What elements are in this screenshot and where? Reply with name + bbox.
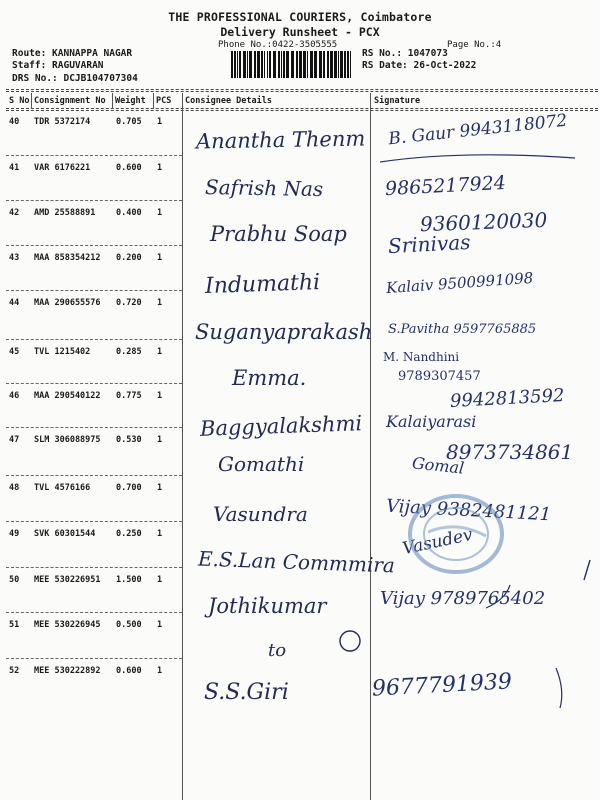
handwritten-signature: 8973734861 [446, 440, 574, 464]
row-consignment: MAA 290655576 [34, 298, 101, 308]
handwritten-name: to [268, 640, 287, 661]
row-pcs: 1 [157, 575, 163, 585]
row-sno: 41 [9, 163, 20, 173]
handwritten-name: Anantha Thenm [195, 126, 366, 154]
row-pcs: 1 [157, 208, 163, 218]
ink-stroke [584, 560, 590, 580]
circle-mark [340, 631, 360, 651]
rs-date: RS Date: 26-Oct-2022 [362, 60, 477, 71]
row-consignment: SLM 306088975 [34, 435, 101, 445]
handwritten-name: Suganyaprakash [195, 320, 373, 344]
row-sno: 44 [9, 298, 20, 308]
company-title: THE PROFESSIONAL COURIERS, Coimbatore [168, 10, 432, 24]
column-consignee: Consignee Details [185, 96, 272, 106]
phone-number: Phone No.:0422-3505555 [218, 40, 338, 50]
handwritten-name: S.S.Giri [204, 680, 289, 705]
row-pcs: 1 [157, 253, 163, 263]
row-sno: 40 [9, 117, 20, 127]
handwritten-name: E.S.Lan Commmira [197, 546, 396, 578]
row-weight: 0.250 [116, 529, 142, 539]
row-pcs: 1 [157, 347, 163, 357]
row-pcs: 1 [157, 435, 163, 445]
row-consignment: TDR 5372174 [34, 117, 91, 127]
handwritten-name: Safrish Nas [204, 174, 324, 202]
row-consignment: VAR 6176221 [34, 163, 91, 173]
row-sno: 49 [9, 529, 20, 539]
row-sno: 47 [9, 435, 20, 445]
row-consignment: TVL 4576166 [34, 483, 91, 493]
row-weight: 0.500 [116, 620, 142, 630]
row-consignment: MEE 530222892 [34, 666, 101, 676]
ink-stroke [486, 585, 510, 608]
handwritten-signature: Kalaiv 9500991098 [385, 268, 534, 298]
handwritten-name: Gomathi [218, 452, 305, 476]
column-signature: Signature [374, 96, 421, 106]
row-pcs: 1 [157, 529, 163, 539]
handwritten-signature: 9360120030 [419, 207, 548, 237]
row-sno: 46 [9, 391, 20, 401]
row-weight: 0.530 [116, 435, 142, 445]
column-weight: Weight [115, 96, 146, 106]
handwritten-signature: Kalaiyarasi [386, 412, 477, 431]
row-sno: 50 [9, 575, 20, 585]
handwritten-name: Vasundra [213, 502, 308, 526]
page-number: Page No.:4 [447, 40, 502, 50]
row-weight: 0.200 [116, 253, 142, 263]
handwritten-signature: 9789307457 [398, 369, 481, 384]
handwritten-signature: Vijay 9789765402 [380, 588, 546, 609]
row-weight: 0.705 [116, 117, 142, 127]
row-pcs: 1 [157, 298, 163, 308]
route-label: Route: KANNAPPA NAGAR [12, 48, 133, 59]
row-sno: 42 [9, 208, 20, 218]
handwritten-name: Jothikumar [208, 594, 327, 618]
stamp-icon [406, 492, 504, 576]
row-weight: 0.600 [116, 163, 142, 173]
handwritten-signature: Gomal [411, 453, 466, 478]
row-consignment: SVK 60301544 [34, 529, 96, 539]
handwritten-signature: 9677791939 [371, 669, 513, 702]
ink-stroke [556, 668, 562, 708]
row-sno: 45 [9, 347, 20, 357]
row-sno: 51 [9, 620, 20, 630]
row-weight: 1.500 [116, 575, 142, 585]
handwritten-signature: B. Gaur 9943118072 [387, 110, 569, 150]
row-pcs: 1 [157, 163, 163, 173]
row-pcs: 1 [157, 391, 163, 401]
drs-number: DRS No.: DCJB104707304 [12, 73, 138, 84]
handwritten-name: Indumathi [204, 269, 321, 300]
row-sno: 52 [9, 666, 20, 676]
handwritten-name: Prabhu Soap [210, 222, 347, 246]
row-weight: 0.600 [116, 666, 142, 676]
handwritten-signature: Vijay 9382481121 [385, 495, 552, 526]
row-consignment: MAA 858354212 [34, 253, 101, 263]
column-consignment: Consignment No [34, 96, 106, 106]
row-weight: 0.775 [116, 391, 142, 401]
handwritten-name: Baggyalakshmi [199, 411, 363, 441]
row-consignment: MAA 290540122 [34, 391, 101, 401]
rs-number: RS No.: 1047073 [362, 48, 448, 59]
row-pcs: 1 [157, 117, 163, 127]
row-consignment: AMD 25588891 [34, 208, 96, 218]
row-weight: 0.400 [116, 208, 142, 218]
row-sno: 43 [9, 253, 20, 263]
handwritten-signature: S.Pavitha 9597765885 [388, 322, 537, 337]
row-consignment: TVL 1215402 [34, 347, 91, 357]
row-weight: 0.720 [116, 298, 142, 308]
staff-label: Staff: RAGUVARAN [12, 60, 104, 71]
handwritten-signature: M. Nandhini [383, 350, 460, 364]
row-sno: 48 [9, 483, 20, 493]
row-pcs: 1 [157, 666, 163, 676]
row-pcs: 1 [157, 483, 163, 493]
handwritten-signature: Vasudev [400, 524, 475, 560]
underline-stroke [380, 155, 575, 162]
handwritten-signature: 9865217924 [384, 171, 507, 201]
row-consignment: MEE 530226945 [34, 620, 101, 630]
handwritten-signature: Srinivas [387, 229, 471, 259]
row-weight: 0.285 [116, 347, 142, 357]
handwritten-name: Emma. [232, 366, 307, 390]
row-pcs: 1 [157, 620, 163, 630]
column-sno: S No [9, 96, 30, 106]
row-weight: 0.700 [116, 483, 142, 493]
row-consignment: MEE 530226951 [34, 575, 101, 585]
handwritten-signature: 9942813592 [449, 385, 566, 412]
runsheet-title: Delivery Runsheet - PCX [220, 25, 380, 39]
column-pcs: PCS [156, 96, 172, 106]
